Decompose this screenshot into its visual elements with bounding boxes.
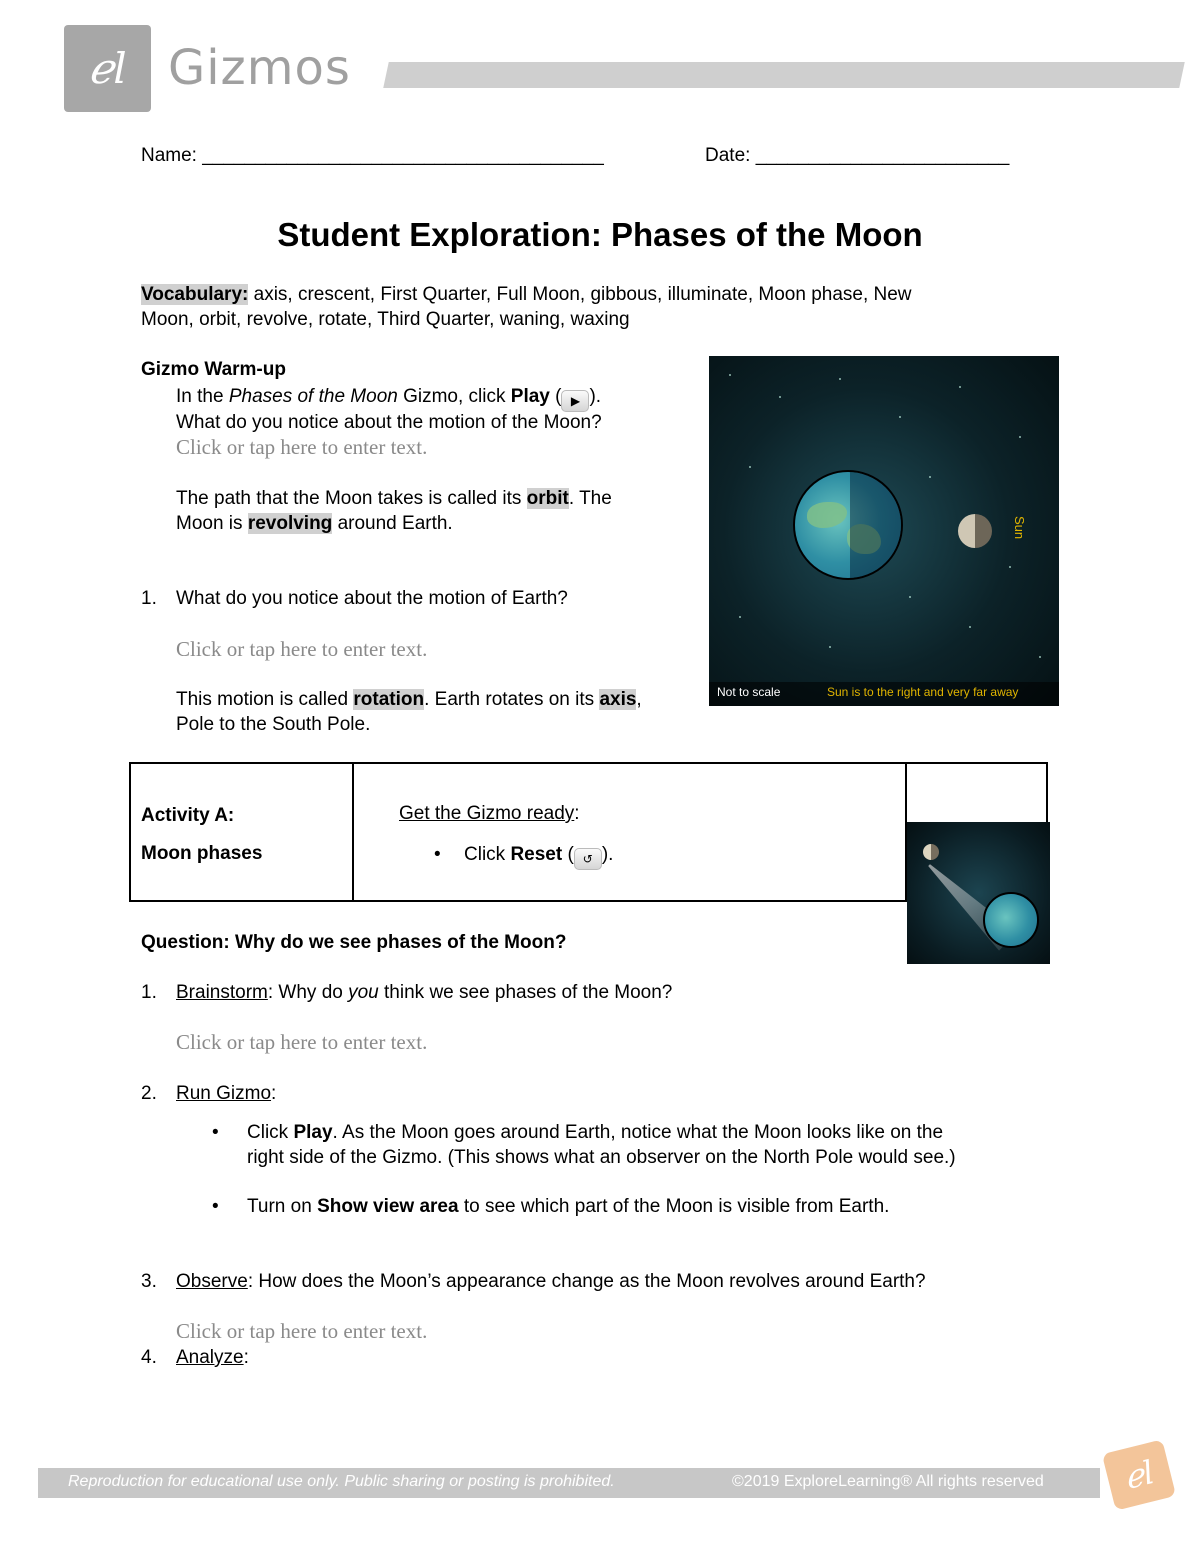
text-run: . Earth rotates on its (424, 689, 600, 710)
run-gizmo-heading (176, 1081, 276, 1106)
run-bullet-1 (212, 1120, 943, 1145)
vocabulary-label: Vocabulary: (141, 284, 249, 305)
text-run: to see which part of the Moon is visible from Earth. (458, 1196, 890, 1217)
bullet: • (212, 1196, 219, 1217)
text-run: ). (589, 386, 602, 407)
brainstorm-label: Brainstorm (176, 982, 268, 1003)
text-run: : Why do (267, 982, 349, 1003)
text-run: around Earth. (332, 513, 453, 534)
gizmo-name: Phases of the Moon (228, 386, 398, 407)
reset-instruction (434, 842, 613, 870)
text-run: ( (562, 844, 574, 865)
play-label: Play (293, 1122, 333, 1143)
text-run: The path that the Moon takes is called its (176, 488, 527, 509)
text-run: Turn on (247, 1196, 318, 1217)
brainstorm-answer-field[interactable]: Click or tap here to enter text. (176, 1030, 428, 1054)
item-number: 2. (141, 1083, 157, 1104)
footer-copyright: ©2019 ExploreLearning® All rights reserved (732, 1473, 1044, 1490)
text-run: : (574, 803, 580, 824)
name-blank[interactable]: ______________________________________ (202, 145, 604, 166)
not-to-scale-caption: Not to scale (717, 685, 781, 699)
activity-name: Moon phases (141, 843, 263, 864)
text-run: In the (176, 386, 229, 407)
term-orbit: orbit (526, 488, 569, 509)
text-run: : (243, 1347, 249, 1368)
vocabulary-line-1 (141, 282, 912, 307)
warmup-heading: Gizmo Warm-up (141, 359, 286, 380)
emphasis: you (348, 982, 379, 1003)
warmup-q1-number: 1. (141, 588, 157, 609)
question-heading: Question: Why do we see phases of the Moon? (141, 932, 567, 953)
item-number: 1. (141, 982, 157, 1003)
analyze-label: Analyze (176, 1347, 244, 1368)
text-run: Moon is (176, 513, 248, 534)
warmup-q1-answer-field[interactable]: Click or tap here to enter text. (176, 637, 428, 661)
vocabulary-line-2: Moon, orbit, revolve, rotate, Third Quarter, waning, waxing (141, 309, 630, 330)
gizmo-screenshot-image (709, 356, 1059, 706)
header-bar (383, 62, 1185, 88)
warmup-answer-field[interactable]: Click or tap here to enter text. (176, 435, 428, 459)
observe-answer-field[interactable]: Click or tap here to enter text. (176, 1319, 428, 1343)
text-run: : (271, 1083, 277, 1104)
text-run: This motion is called (176, 689, 354, 710)
text-run: : How does the Moon’s appearance change as the Moon revolves around Earth? (247, 1271, 926, 1292)
get-ready-heading (399, 801, 580, 826)
get-ready-label: Get the Gizmo ready (399, 803, 575, 824)
run-bullet-1-line-2: right side of the Gizmo. (This shows what an observer on the North Pole would see.) (247, 1147, 956, 1168)
rotation-sentence (176, 687, 642, 712)
sun-label: Sun (1012, 516, 1027, 540)
rotation-sentence-2: Pole to the South Pole. (176, 714, 371, 735)
item-number: 4. (141, 1347, 157, 1368)
table-divider (352, 762, 354, 902)
text-run: Click (464, 844, 511, 865)
text-run: . As the Moon goes around Earth, notice what the Moon looks like on the (332, 1122, 944, 1143)
play-label: Play (510, 386, 550, 407)
footer-logo-icon: ℯl (1102, 1439, 1176, 1510)
observe-question (176, 1269, 926, 1294)
item-number: 3. (141, 1271, 157, 1292)
warmup-instruction (176, 384, 601, 412)
orbit-sentence (176, 486, 612, 511)
explorelearning-logo-icon: ℯl (88, 44, 127, 93)
analyze-heading (176, 1345, 249, 1370)
term-axis: axis (599, 689, 637, 710)
name-field[interactable] (141, 143, 604, 168)
page-title: Student Exploration: Phases of the Moon (277, 216, 923, 253)
earth-icon (793, 470, 903, 580)
play-icon: ▶ (561, 390, 589, 412)
text-run: ( (549, 386, 562, 407)
warmup-q1-text: What do you notice about the motion of Earth? (176, 588, 568, 609)
term-rotation: rotation (353, 689, 425, 710)
text-run: think we see phases of the Moon? (378, 982, 673, 1003)
activity-label: Activity A: (141, 805, 235, 826)
vocabulary-terms-1: axis, crescent, First Quarter, Full Moon, gibbous, illuminate, Moon phase, New (248, 284, 912, 305)
date-label: Date: (705, 145, 751, 166)
revolving-sentence (176, 511, 453, 536)
bullet: • (212, 1122, 219, 1143)
brand-name: Gizmos (168, 40, 351, 96)
text-run: , (636, 689, 642, 710)
run-gizmo-label: Run Gizmo (176, 1083, 272, 1104)
earth-icon (983, 892, 1039, 948)
run-bullet-2 (212, 1194, 889, 1219)
brainstorm-question (176, 980, 672, 1005)
reset-icon: ↺ (574, 848, 602, 870)
footer-reproduction-note: Reproduction for educational use only. Public sharing or posting is prohibited. (68, 1473, 615, 1490)
bullet: • (434, 844, 441, 865)
moon-icon (923, 844, 939, 860)
text-run: . The (568, 488, 612, 509)
warmup-question: What do you notice about the motion of the Moon? (176, 412, 602, 433)
observe-label: Observe (176, 1271, 248, 1292)
name-label: Name: (141, 145, 197, 166)
reset-label: Reset (510, 844, 563, 865)
text-run: Gizmo, click (397, 386, 511, 407)
text-run: ). (601, 844, 614, 865)
term-revolving: revolving (247, 513, 333, 534)
show-view-area-label: Show view area (317, 1196, 459, 1217)
text-run: Click (247, 1122, 294, 1143)
date-blank[interactable]: ________________________ (755, 145, 1010, 166)
moon-icon (958, 514, 992, 548)
sun-direction-caption: Sun is to the right and very far away (827, 685, 1019, 699)
moon-view-image (907, 822, 1050, 964)
date-field[interactable] (705, 143, 1009, 168)
